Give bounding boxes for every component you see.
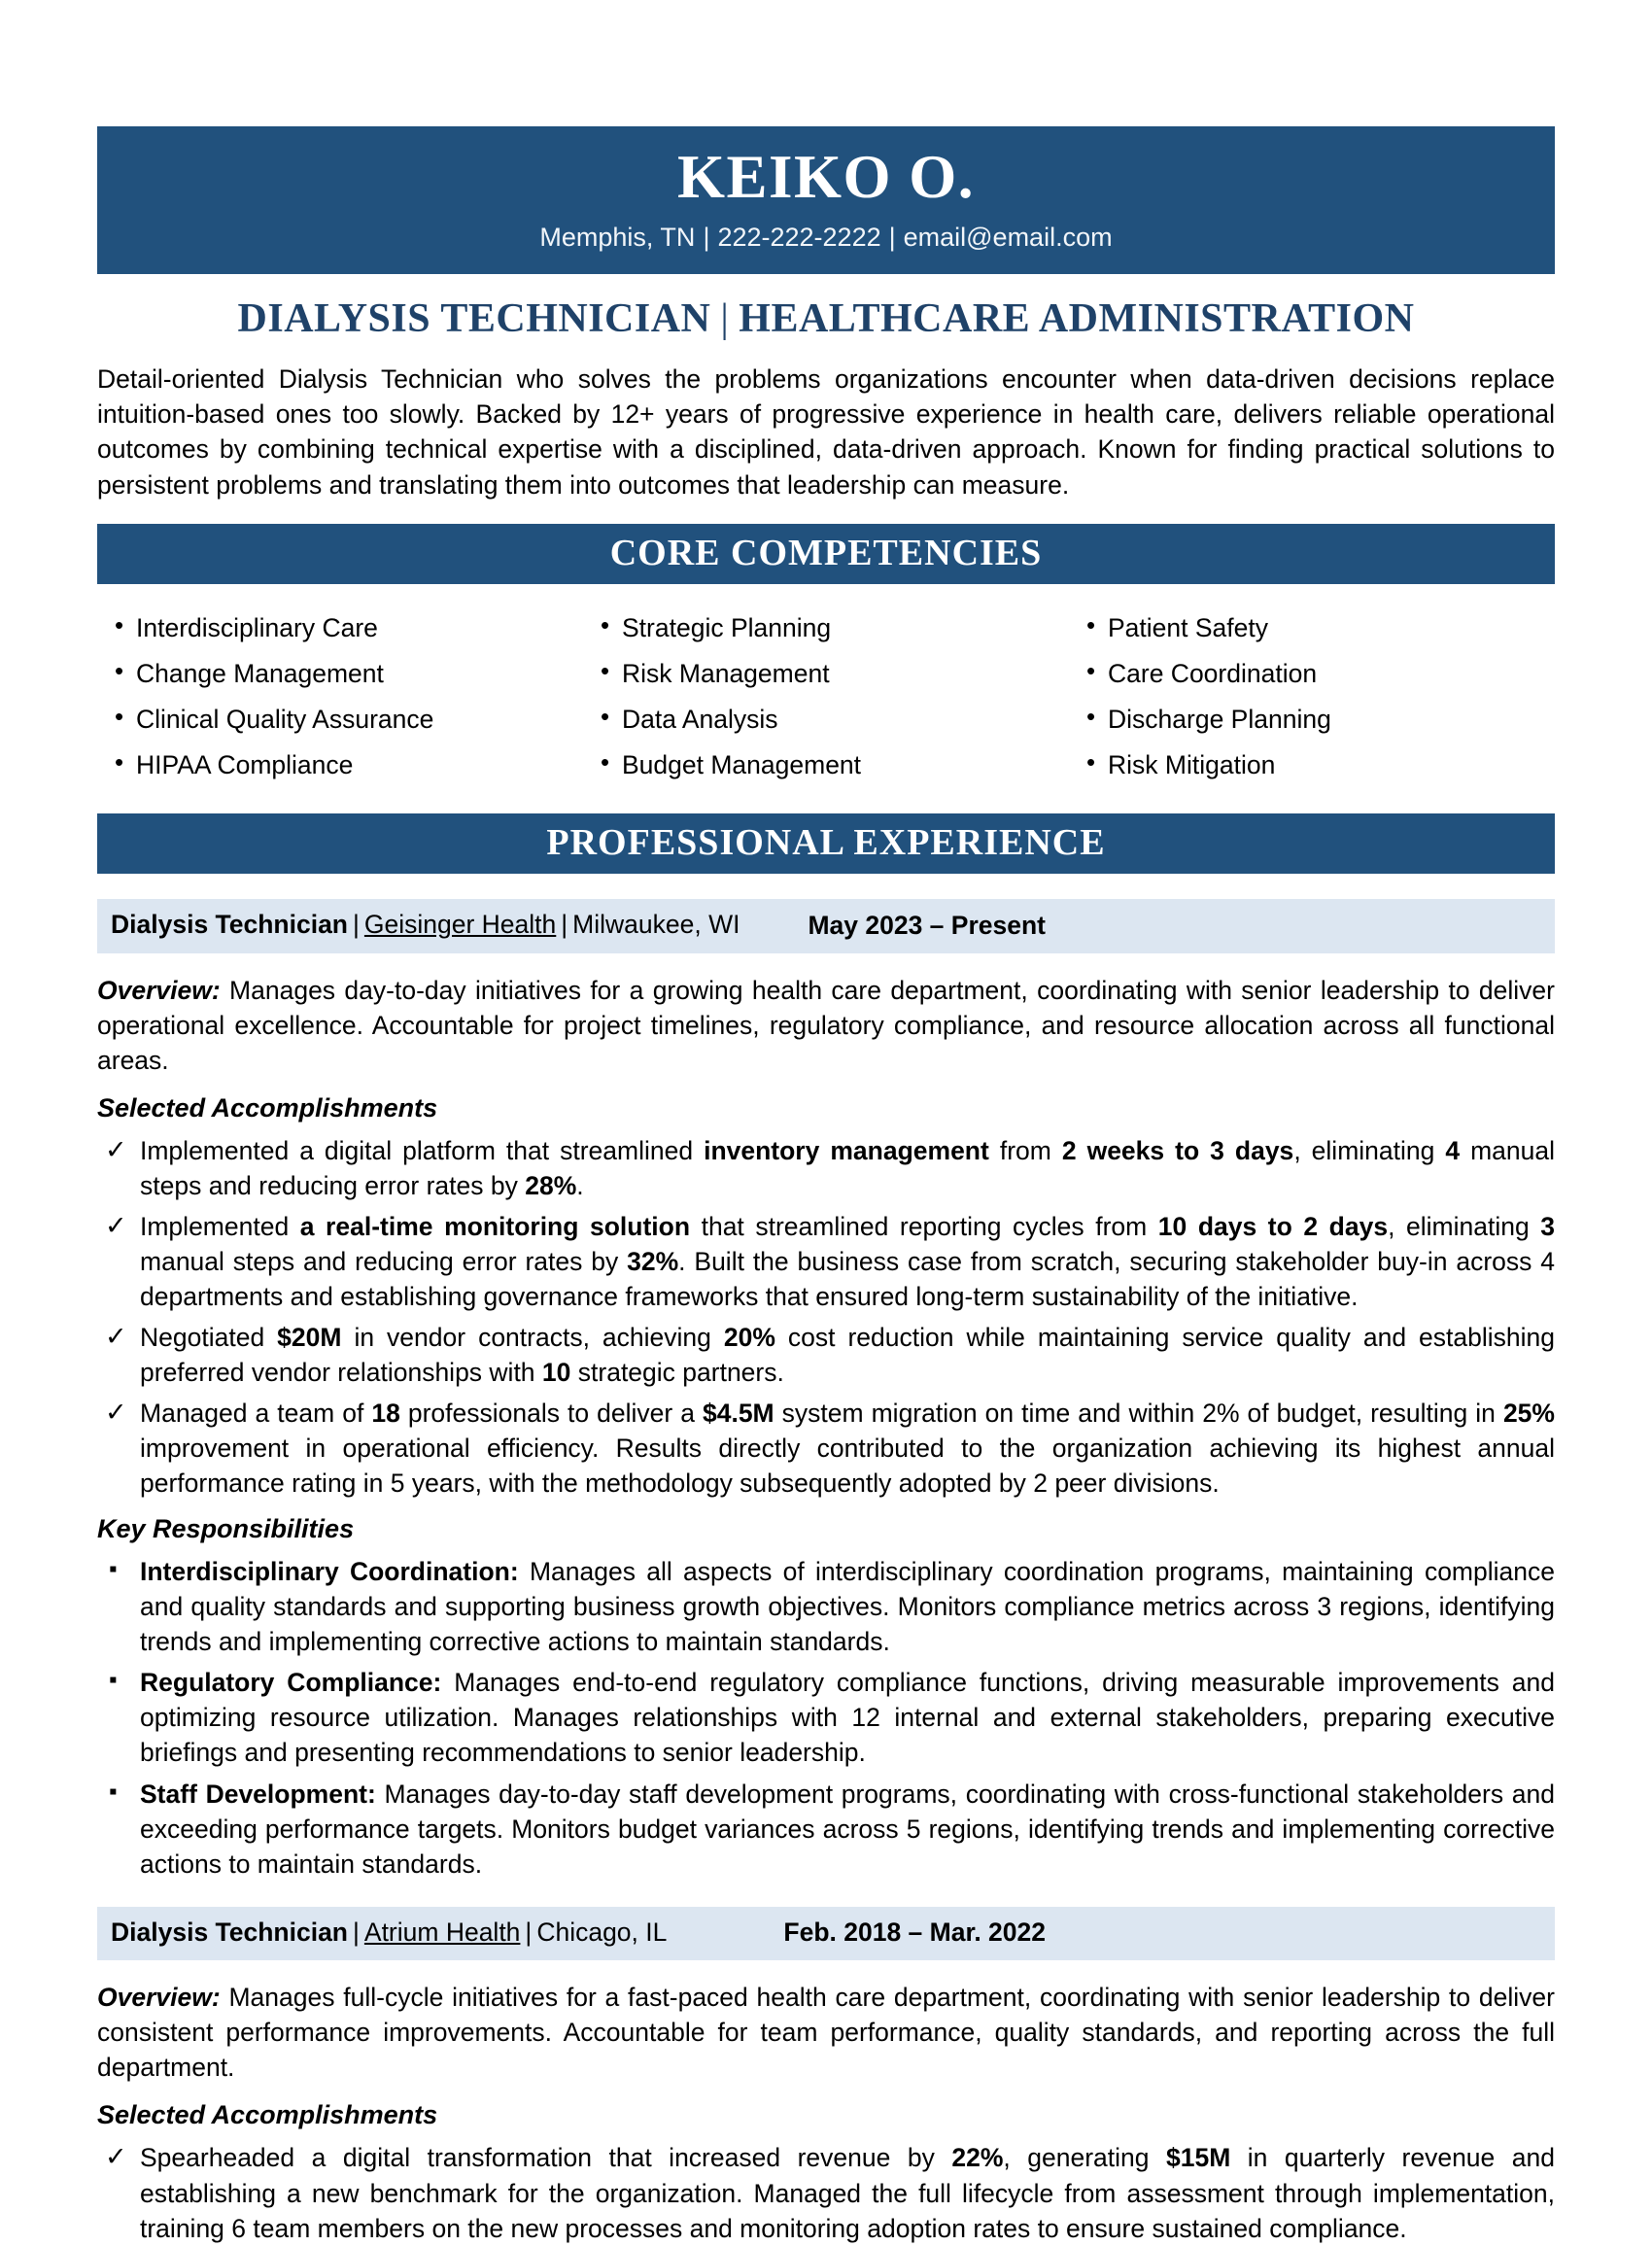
competency-item: • HIPAA Compliance — [97, 743, 583, 788]
job-separator: | — [561, 910, 568, 940]
name-header-band — [97, 126, 1555, 274]
job-separator: | — [353, 1917, 360, 1947]
contact-email: email@email.com — [903, 223, 1113, 253]
accomplishment-item: ✓ Implemented a real-time monitoring solution that streamlined reporting cycles from 10 days to 2 days, eliminating 3 manual steps and reducing error rates by 32%. Built the business case from scratch, securing stakeholder buy-in across 4 departments and establishing governance frameworks that ensured long-term sustainability of the initiative. — [97, 1209, 1555, 1314]
competency-item: • Budget Management — [583, 743, 1069, 788]
competency-column-2 — [583, 605, 1069, 789]
competency-item: • Discharge Planning — [1069, 697, 1555, 743]
section-bar-core-competencies: CORE COMPETENCIES — [97, 524, 1555, 584]
accomplishment-item: ✓ Spearheaded a digital transformation that increased revenue by 22%, generating $15M in quarterly revenue and establishing a new benchmark for the organization. Managed the full lifecycle from assessment through implementation, training 6 team members on the new processes and monitoring adoption rates to ensure sustained compliance. — [97, 2140, 1555, 2245]
job-location: Milwaukee, WI — [572, 910, 740, 940]
job-identity — [111, 910, 808, 941]
section-bar-professional-experience: PROFESSIONAL EXPERIENCE — [97, 813, 1555, 874]
responsibilities-list — [97, 1554, 1555, 1881]
competency-item: • Risk Management — [583, 651, 1069, 697]
competency-item: • Interdisciplinary Care — [97, 605, 583, 651]
competency-item: • Change Management — [97, 651, 583, 697]
responsibility-item: ▪ Regulatory Compliance: Manages end-to-end regulatory compliance functions, driving measurable improvements and optimizing resource utilization. Manages relationships with 12 internal and external stakeholders, preparing executive briefings and presenting recommendations to senior leadership. — [97, 1665, 1555, 1770]
responsibility-item: ▪ Interdisciplinary Coordination: Manages all aspects of interdisciplinary coordination programs, maintaining compliance and quality standards and supporting business growth objectives. Monitors compliance metrics across 3 regions, identifying trends and implementing corrective actions to maintain standards. — [97, 1554, 1555, 1659]
headline-pipe: | — [720, 296, 730, 342]
contact-separator-2: | — [888, 223, 896, 253]
responsibilities-heading: Key Responsibilities — [97, 1514, 355, 1544]
candidate-name: KEIKO O. — [676, 143, 976, 211]
job-dates: Feb. 2018 – Mar. 2022 — [783, 1917, 1046, 1947]
overview-text: Manages day-to-day initiatives for a growing health care department, coordinating with senior leadership to deliver operational excellence. Accountable for project timelines, regulatory compliance, and resource allocation across all functional areas. — [97, 975, 1555, 1075]
competency-item: • Clinical Quality Assurance — [97, 697, 583, 743]
overview-label: Overview: — [97, 975, 221, 1005]
overview-label: Overview: — [97, 1983, 221, 2013]
job-separator: | — [525, 1917, 533, 1947]
accomplishments-heading: Selected Accomplishments — [97, 1093, 438, 1123]
professional-summary: Detail-oriented Dialysis Technician who solves the problems organizations encounter when data-driven decisions replace intuition-based ones too slowly. Backed by 12+ years of progressive experience in health care, delivers reliable operational outcomes by combining technical expertise with a disciplined, data-driven approach. Known for finding practical solutions to persistent problems and translating them into outcomes that leadership can measure. — [97, 364, 1555, 500]
job-overview — [97, 1980, 1555, 2085]
competency-column-3 — [1069, 605, 1555, 789]
overview-text: Manages full-cycle initiatives for a fast-paced health care department, coordinating with senior leadership to deliver consistent performance improvements. Accountable for team performance, quality standards, and reporting across the full department. — [97, 1983, 1555, 2083]
accomplishments-list — [97, 1133, 1555, 1501]
core-competencies-grid — [97, 605, 1555, 789]
contact-phone: 222-222-2222 — [717, 223, 881, 253]
headline-left: DIALYSIS TECHNICIAN — [237, 296, 711, 342]
accomplishment-item: ✓ Negotiated $20M in vendor contracts, achieving 20% cost reduction while maintaining service quality and establishing preferred vendor relationships with 10 strategic partners. — [97, 1320, 1555, 1390]
competency-item: • Risk Mitigation — [1069, 743, 1555, 788]
job-header-bar — [97, 899, 1555, 953]
job-title: Dialysis Technician — [111, 1917, 348, 1947]
job-company: Atrium Health — [363, 1917, 521, 1947]
competency-item: • Data Analysis — [583, 697, 1069, 743]
contact-line — [97, 222, 1555, 253]
headline-right: HEALTHCARE ADMINISTRATION — [739, 296, 1415, 342]
competency-item: • Patient Safety — [1069, 605, 1555, 651]
job-header-bar — [97, 1907, 1555, 1961]
job-dates: May 2023 – Present — [808, 910, 1046, 940]
job-identity — [111, 1918, 783, 1949]
competency-item: • Strategic Planning — [583, 605, 1069, 651]
job-title: Dialysis Technician — [111, 910, 348, 940]
competency-column-1 — [97, 605, 583, 789]
responsibility-item: ▪ Staff Development: Manages day-to-day staff development programs, coordinating with cross-functional stakeholders and exceeding performance targets. Monitors budget variances across 5 regions, identifying trends and implementing corrective actions to maintain standards. — [97, 1777, 1555, 1882]
contact-location: Memphis, TN — [539, 223, 696, 253]
accomplishments-heading: Selected Accomplishments — [97, 2100, 438, 2130]
job-overview — [97, 973, 1555, 1078]
competency-item: • Care Coordination — [1069, 651, 1555, 697]
job-separator: | — [353, 910, 360, 940]
accomplishment-item: ✓ Implemented a digital platform that streamlined inventory management from 2 weeks to 3 days, eliminating 4 manual steps and reducing error rates by 28%. — [97, 1133, 1555, 1203]
contact-separator-1: | — [703, 223, 710, 253]
accomplishment-item: ✓ Managed a team of 18 professionals to deliver a $4.5M system migration on time and within 2% of budget, resulting in 25% improvement in operational efficiency. Results directly contributed to the organization achieving its highest annual performance rating in 5 years, with the methodology subsequently adopted by 2 peer divisions. — [97, 1396, 1555, 1501]
professional-headline — [97, 295, 1555, 342]
job-company: Geisinger Health — [363, 910, 557, 940]
job-location: Chicago, IL — [536, 1917, 668, 1947]
accomplishments-list — [97, 2140, 1555, 2245]
